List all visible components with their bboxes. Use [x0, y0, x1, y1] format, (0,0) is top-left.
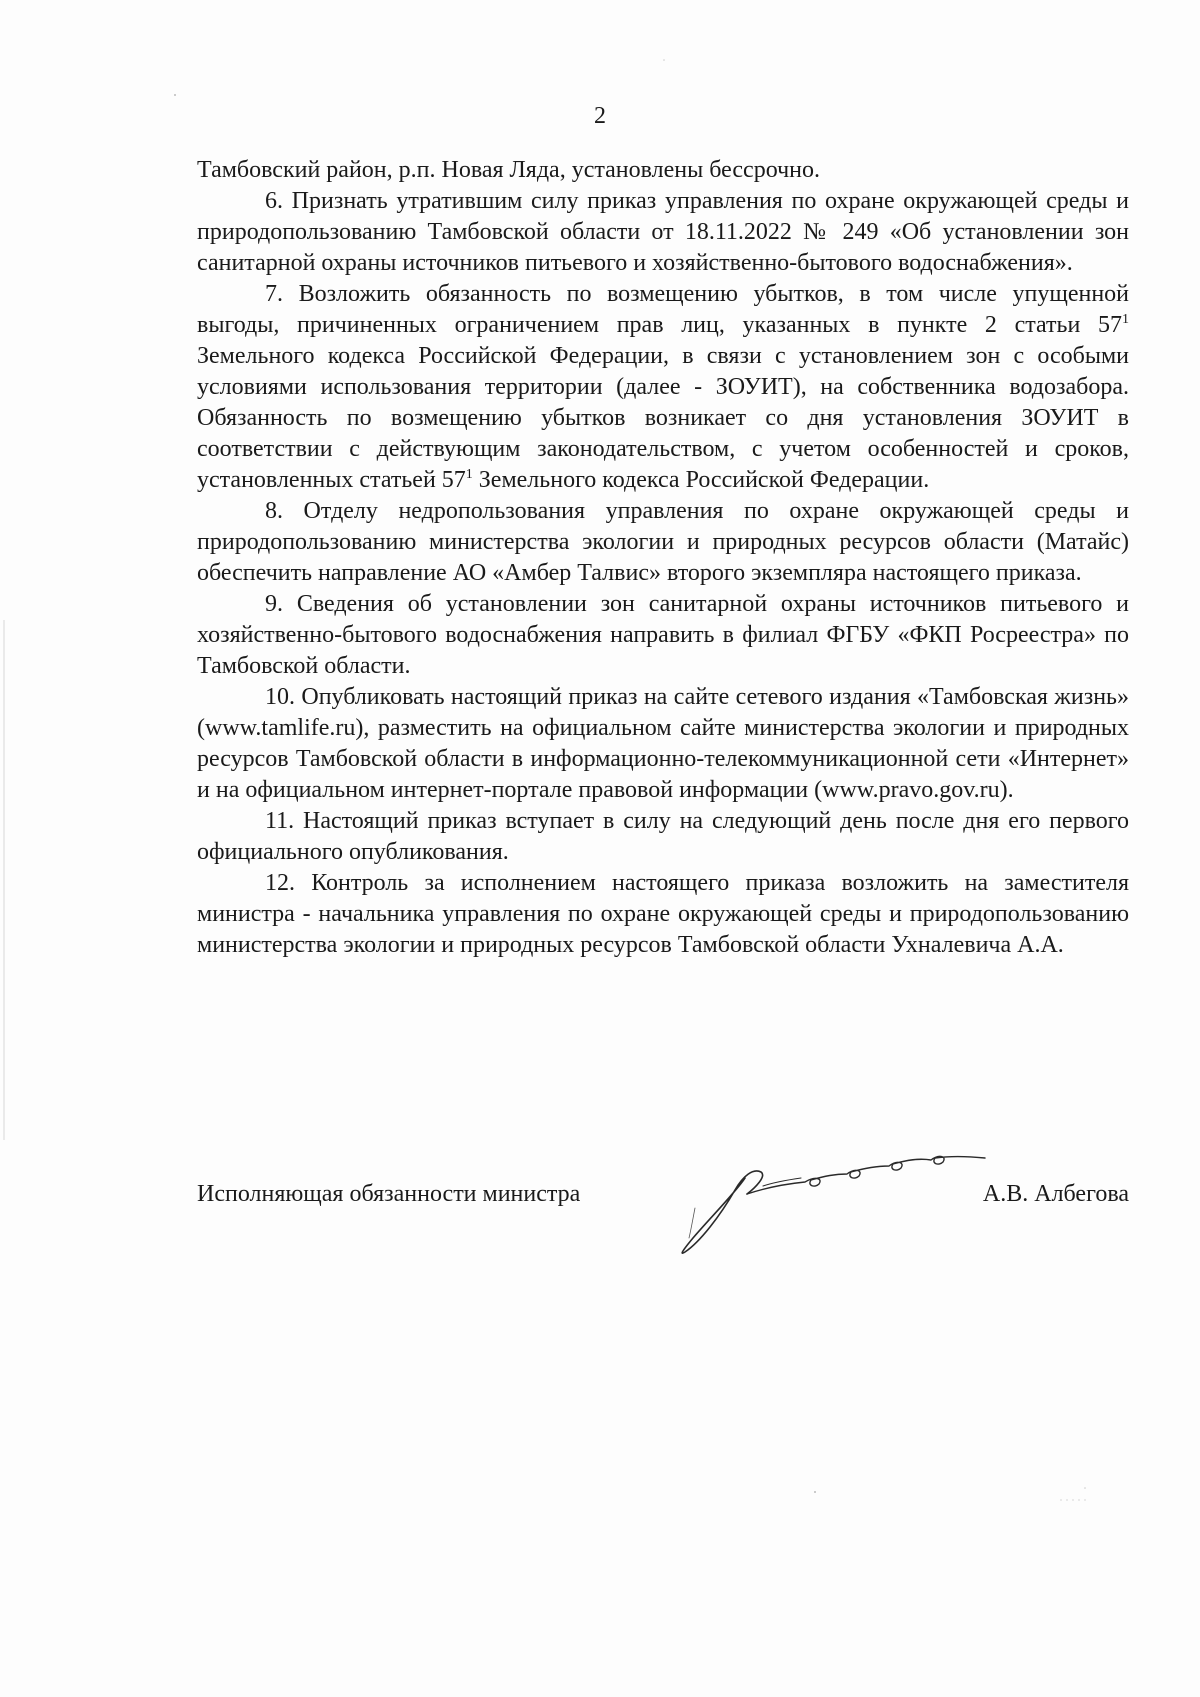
paragraph-9: 9. Сведения об установлении зон санитарной охраны источников питьевого и хозяйственно-бытового водоснабжения направить в филиал ФГБУ «ФКП Росреестра» по Тамбовской области.: [197, 591, 1129, 679]
paragraph-10: 10. Опубликовать настоящий приказ на сайте сетевого издания «Тамбовская жизнь» (www.tamlife.ru), разместить на официальном сайте министерства экологии и природных ресурсов Тамбовской области в информационно-телекоммуникационной сети «Интернет» и на официальном интернет-портале правовой информации (www.pravo.gov.ru).: [197, 684, 1129, 803]
paragraph-8: 8. Отделу недропользования управления по охране окружающей среды и природопользованию министерства экологии и природных ресурсов области (Матайс) обеспечить направление АО «Амбер Талвис» второго экземпляра настоящего приказа.: [197, 498, 1129, 586]
paragraph-7: [197, 279, 1129, 496]
paragraph-11: 11. Настоящий приказ вступает в силу на следующий день после дня его первого официального опубликования.: [197, 808, 1129, 865]
signer-title: Исполняющая обязанности министра: [197, 1181, 581, 1207]
paragraph-6: 6. Признать утратившим силу приказ управления по охране окружающей среды и природопользованию Тамбовской области от 18.11.2022 № 249 «Об установлении зон санитарной охраны источников питьевого и хозяйственно-бытового водоснабжения».: [197, 188, 1129, 276]
page-number: 2: [594, 103, 606, 129]
paragraph-continued: Тамбовский район, р.п. Новая Ляда, установлены бессрочно.: [197, 157, 820, 183]
paragraph-7-part-1: 7. Возложить обязанность по возмещению убытков, в том числе упущенной выгоды, причиненных ограничением прав лиц, указанных в пункте 2 статьи 57: [197, 281, 1129, 338]
paragraph-12: 12. Контроль за исполнением настоящего приказа возложить на заместителя министра - начальника управления по охране окружающей среды и природопользованию министерства экологии и природных ресурсов Тамбовской области Ухналевича А.А.: [197, 870, 1129, 958]
paragraph-7-part-2: Земельного кодекса Российской Федерации, в связи с установлением зон с особыми условиями использования территории (далее - ЗОУИТ), на собственника водозабора. Обязанность по возмещению убытков возникает со дня установления ЗОУИТ в соответствии с действующим законодательством, с учетом особенностей и сроков, установленных статьей 57: [197, 343, 1129, 493]
handwritten-signature: [675, 1138, 995, 1258]
superscript-1: 1: [1122, 312, 1129, 327]
document-body: [197, 155, 1129, 961]
superscript-2: 1: [465, 467, 473, 482]
signer-name: А.В. Албегова: [982, 1181, 1129, 1207]
paragraph-7-part-3: Земельного кодекса Российской Федерации.: [472, 467, 930, 493]
